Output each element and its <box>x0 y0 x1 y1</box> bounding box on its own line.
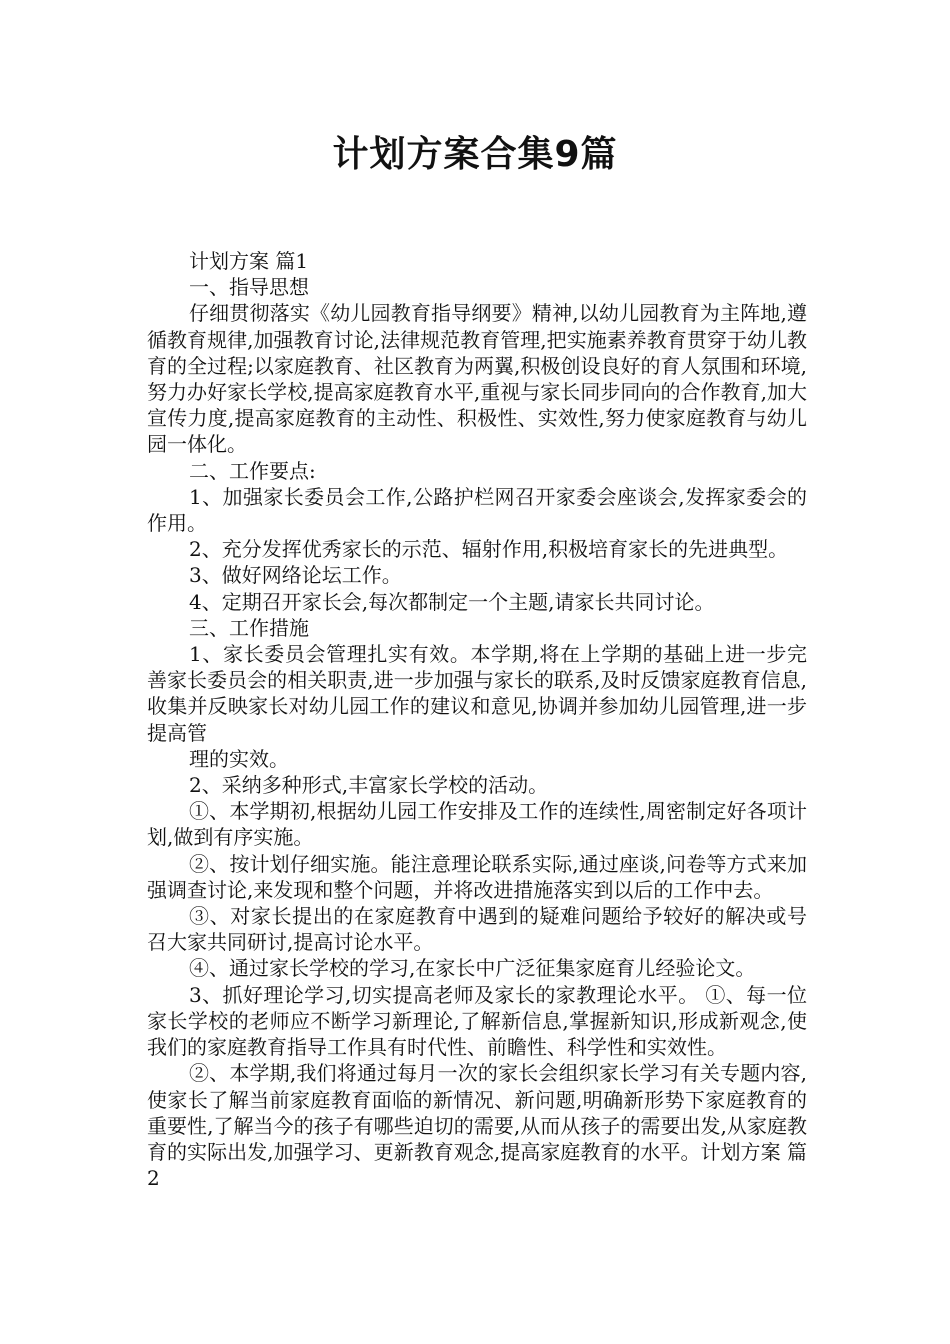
section-heading: 计划方案 篇1 <box>189 249 309 273</box>
list-item: 1、加强家长委员会工作,公路护栏网召开家委会座谈会,发挥家委会的作用。 <box>147 484 807 536</box>
list-item: 3、抓好理论学习,切实提高老师及家长的家教理论水平。 ①、每一位家长学校的老师应不断学习新理论,了解新信息,掌握新知识,形成新观念,使我们的家庭教育指导工作具有时代性、前瞻性、科学性和实效性。 <box>147 982 807 1060</box>
subsection-heading: 三、工作措施 <box>189 615 309 640</box>
subsection-heading: 二、工作要点: <box>189 458 316 483</box>
list-item: 1、家长委员会管理扎实有效。本学期,将在上学期的基础上进一步完善家长委员会的相关职责,进一步加强与家长的联系,及时反馈家庭教育信息,收集并反映家长对幼儿园工作的建议和意见,协调并参加幼儿园管理,进一步提高管 <box>147 642 807 745</box>
list-item: ②、本学期,我们将通过每月一次的家长会组织家长学习有关专题内容,使家长了解当前家庭教育面临的新情况、新问题,明确新形势下家庭教育的重要性,了解当今的孩子有哪些迫切的需要,从而从孩子的需要出发,从家庭教育的实际出发,加强学习、更新教育观念,提高家庭教育的水平。计划方案 篇2 <box>147 1061 807 1191</box>
body-paragraph: 理的实效。 <box>189 746 289 771</box>
body-paragraph: 仔细贯彻落实《幼儿园教育指导纲要》精神,以幼儿园教育为主阵地,遵循教育规律,加强教育讨论,法律规范教育管理,把实施素养教育贯穿于幼儿教育的全过程;以家庭教育、社区教育为两翼,积极创设良好的育人氛围和环境,努力办好家长学校,提高家庭教育水平,重视与家长同步同向的合作教育,加大宣传力度,提高家庭教育的主动性、积极性、实效性,努力使家庭教育与幼儿园一体化。 <box>147 301 807 457</box>
document-title: 计划方案合集9篇 <box>332 134 618 175</box>
document-body <box>147 248 807 1191</box>
list-item: ②、按计划仔细实施。能注意理论联系实际,通过座谈,问卷等方式来加强调查讨论,来发现和整个问题，并将改进措施落实到以后的工作中去。 <box>147 851 807 902</box>
list-item: 2、采纳多种形式,丰富家长学校的活动。 <box>189 773 549 798</box>
list-item: 3、做好网络论坛工作。 <box>189 563 402 588</box>
list-item: 2、充分发挥优秀家长的示范、辐射作用,积极培育家长的先进典型。 <box>189 537 789 562</box>
list-item: ③、对家长提出的在家庭教育中遇到的疑难问题给予较好的解决或号召大家共同研讨,提高讨论水平。 <box>147 904 807 955</box>
list-item: 4、定期召开家长会,每次都制定一个主题,请家长共同讨论。 <box>189 589 715 614</box>
subsection-heading: 一、指导思想 <box>189 275 309 300</box>
list-item: ④、通过家长学校的学习,在家长中广泛征集家庭育儿经验论文。 <box>189 956 756 981</box>
list-item: ①、本学期初,根据幼儿园工作安排及工作的连续性,周密制定好各项计划,做到有序实施。 <box>147 799 807 850</box>
